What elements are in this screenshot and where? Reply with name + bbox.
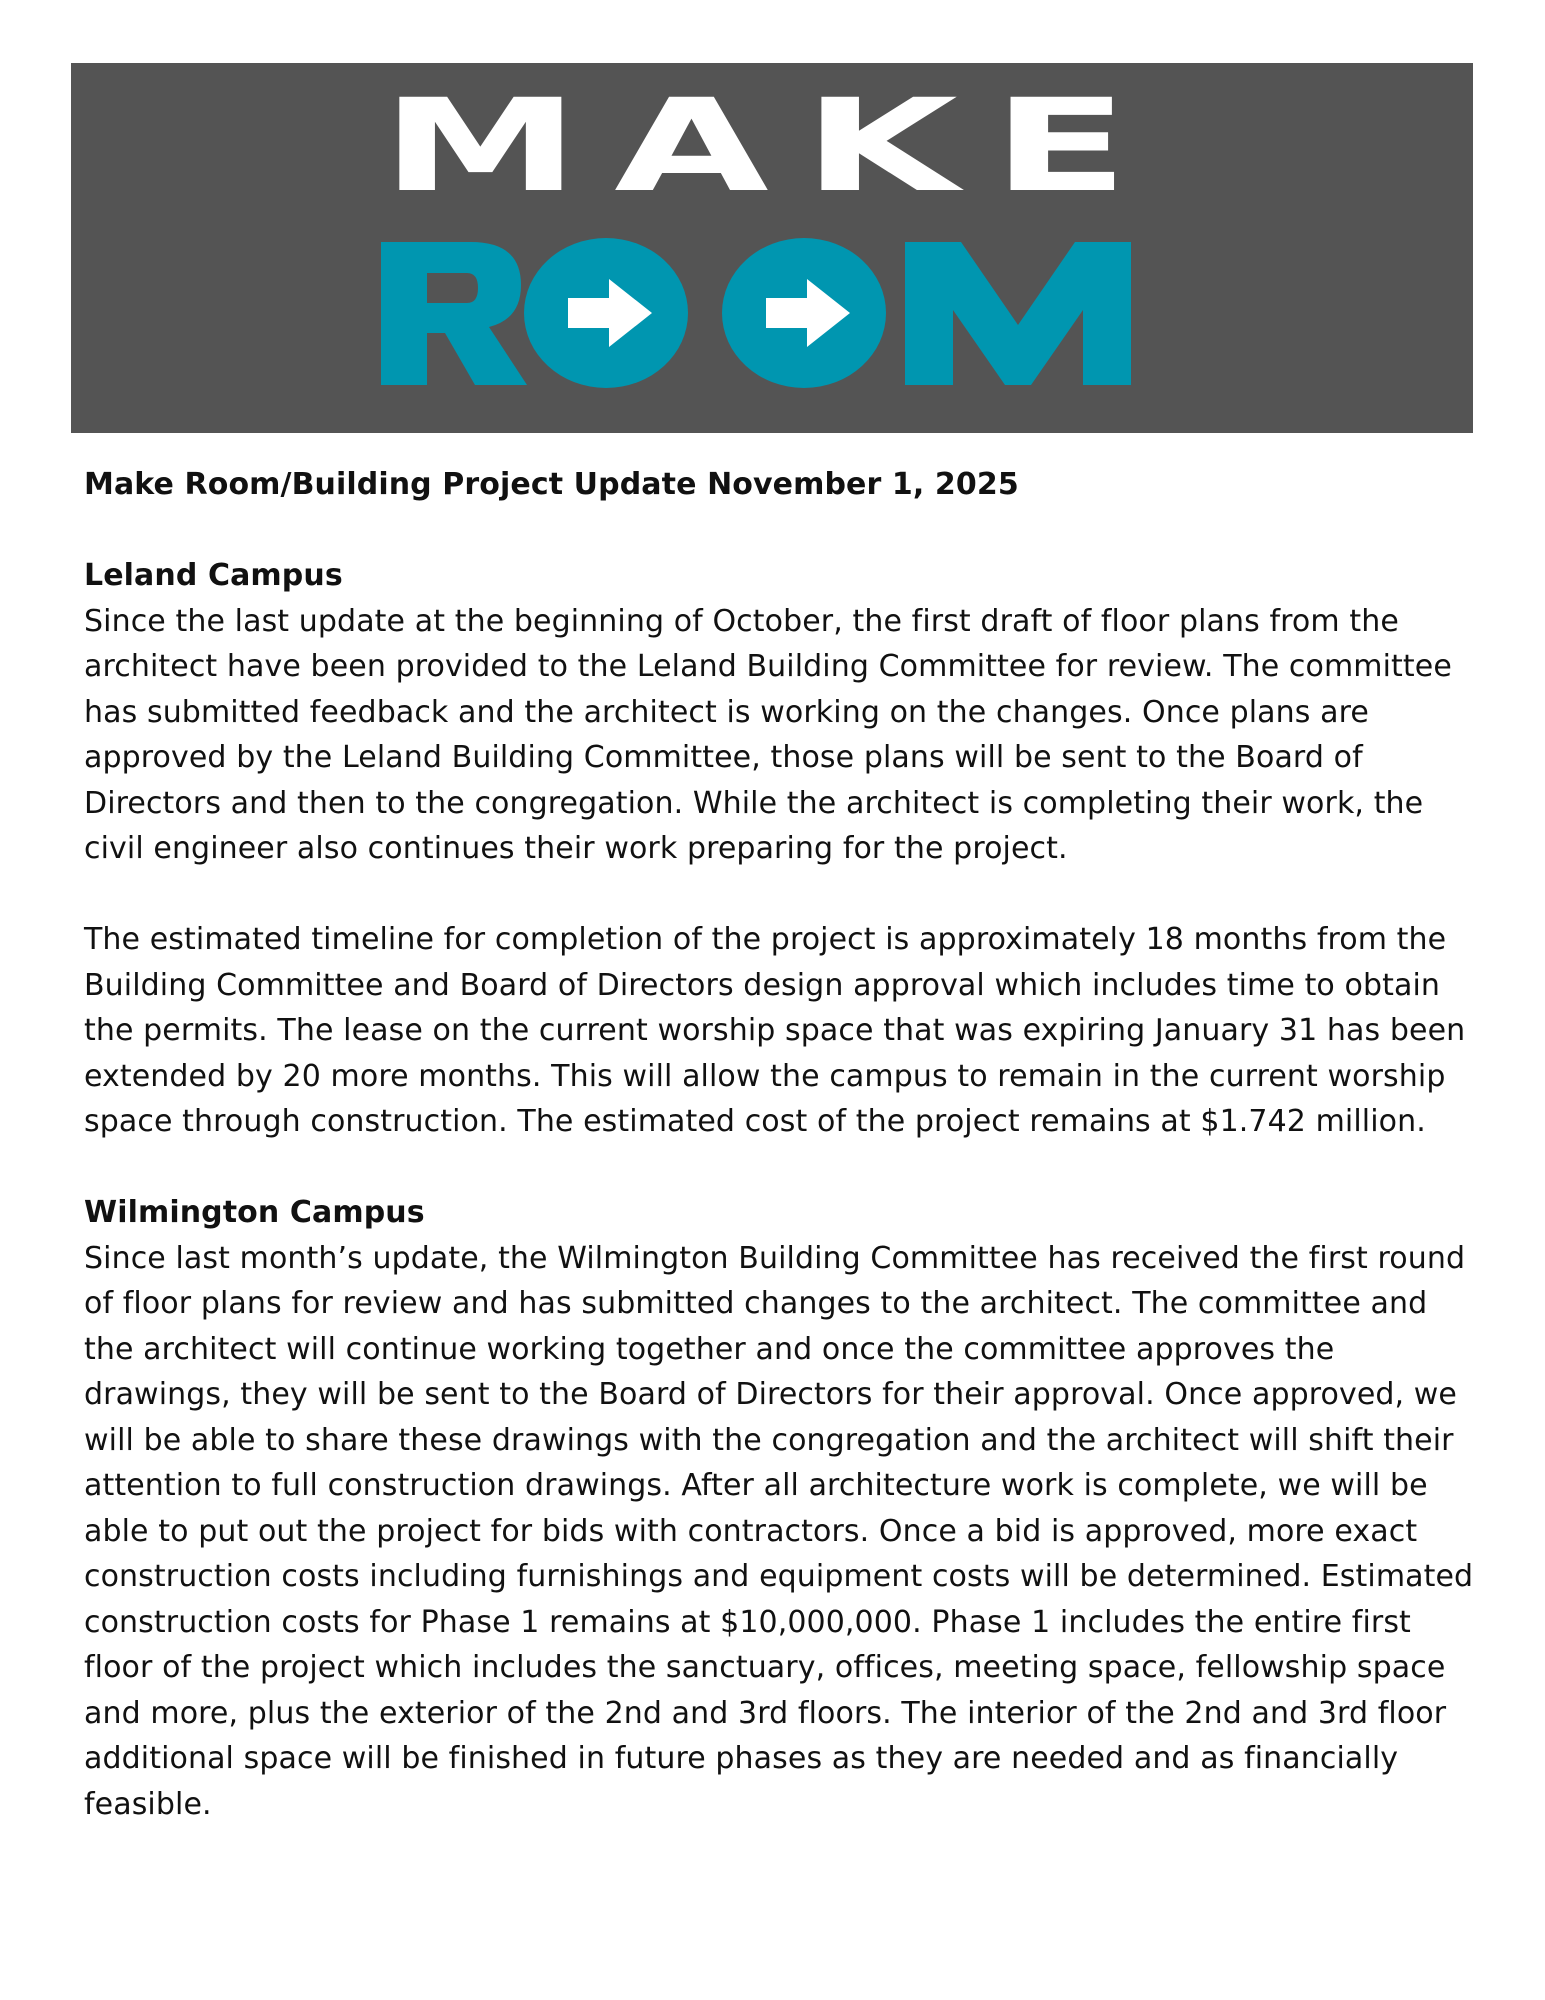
section-heading-wilmington: Wilmington Campus	[84, 1195, 425, 1230]
logo-letter-r	[381, 242, 527, 385]
make-room-banner	[71, 63, 1473, 433]
logo-line-make: MAKE	[381, 72, 1163, 221]
logo-letter-m	[905, 242, 1131, 385]
leland-paragraph-2: The estimated timeline for completion of the project is approximately 18 months from the Building Committee and Board of Directors design approval which includes time to obtain the permits. The lease on the current worship space that was expiring January 31 has been extended by 20 more months. This will allow the campus to remain in the current worship space through construction. The estimated cost of the project remains at $1.742 million.	[84, 922, 1466, 1139]
logo-line-room	[381, 238, 1131, 388]
make-room-logo	[71, 63, 1473, 433]
wilmington-paragraph-1: Since last month’s update, the Wilmington Building Committee has received the first round of floor plans for review and has submitted changes to the architect. The committee and the architect will continue working together and once the committee approves the drawings, they will be sent to the Board of Directors for their approval. Once approved, we will be able to share these drawings with the congregation and the architect will shift their attention to full construction drawings. After all architecture work is complete, we will be able to put out the project for bids with contractors. Once a bid is approved, more exact construction costs including furnishings and equipment costs will be determined. Estimated construction costs for Phase 1 remains at $10,000,000. Phase 1 includes the entire first floor of the project which includes the sanctuary, offices, meeting space, fellowship space and more, plus the exterior of the 2nd and 3rd floors. The interior of the 2nd and 3rd floor additional space will be finished in future phases as they are needed and as financially feasible.	[84, 1240, 1474, 1822]
document-body	[84, 462, 1474, 1827]
section-heading-leland: Leland Campus	[84, 558, 343, 593]
logo-line-room-text: ROOM	[770, 385, 774, 386]
leland-paragraph-1: Since the last update at the beginning of October, the first draft of floor plans from the architect have been provided to the Leland Building Committee for review. The committee has submitted feedback and the architect is working on the changes. Once plans are approved by the Leland Building Committee, those plans will be sent to the Board of Directors and then to the congregation. While the architect is completing their work, the civil engineer also continues their work preparing for the project.	[84, 603, 1452, 866]
page-title: Make Room/Building Project Update November 1, 2025	[84, 467, 1019, 502]
